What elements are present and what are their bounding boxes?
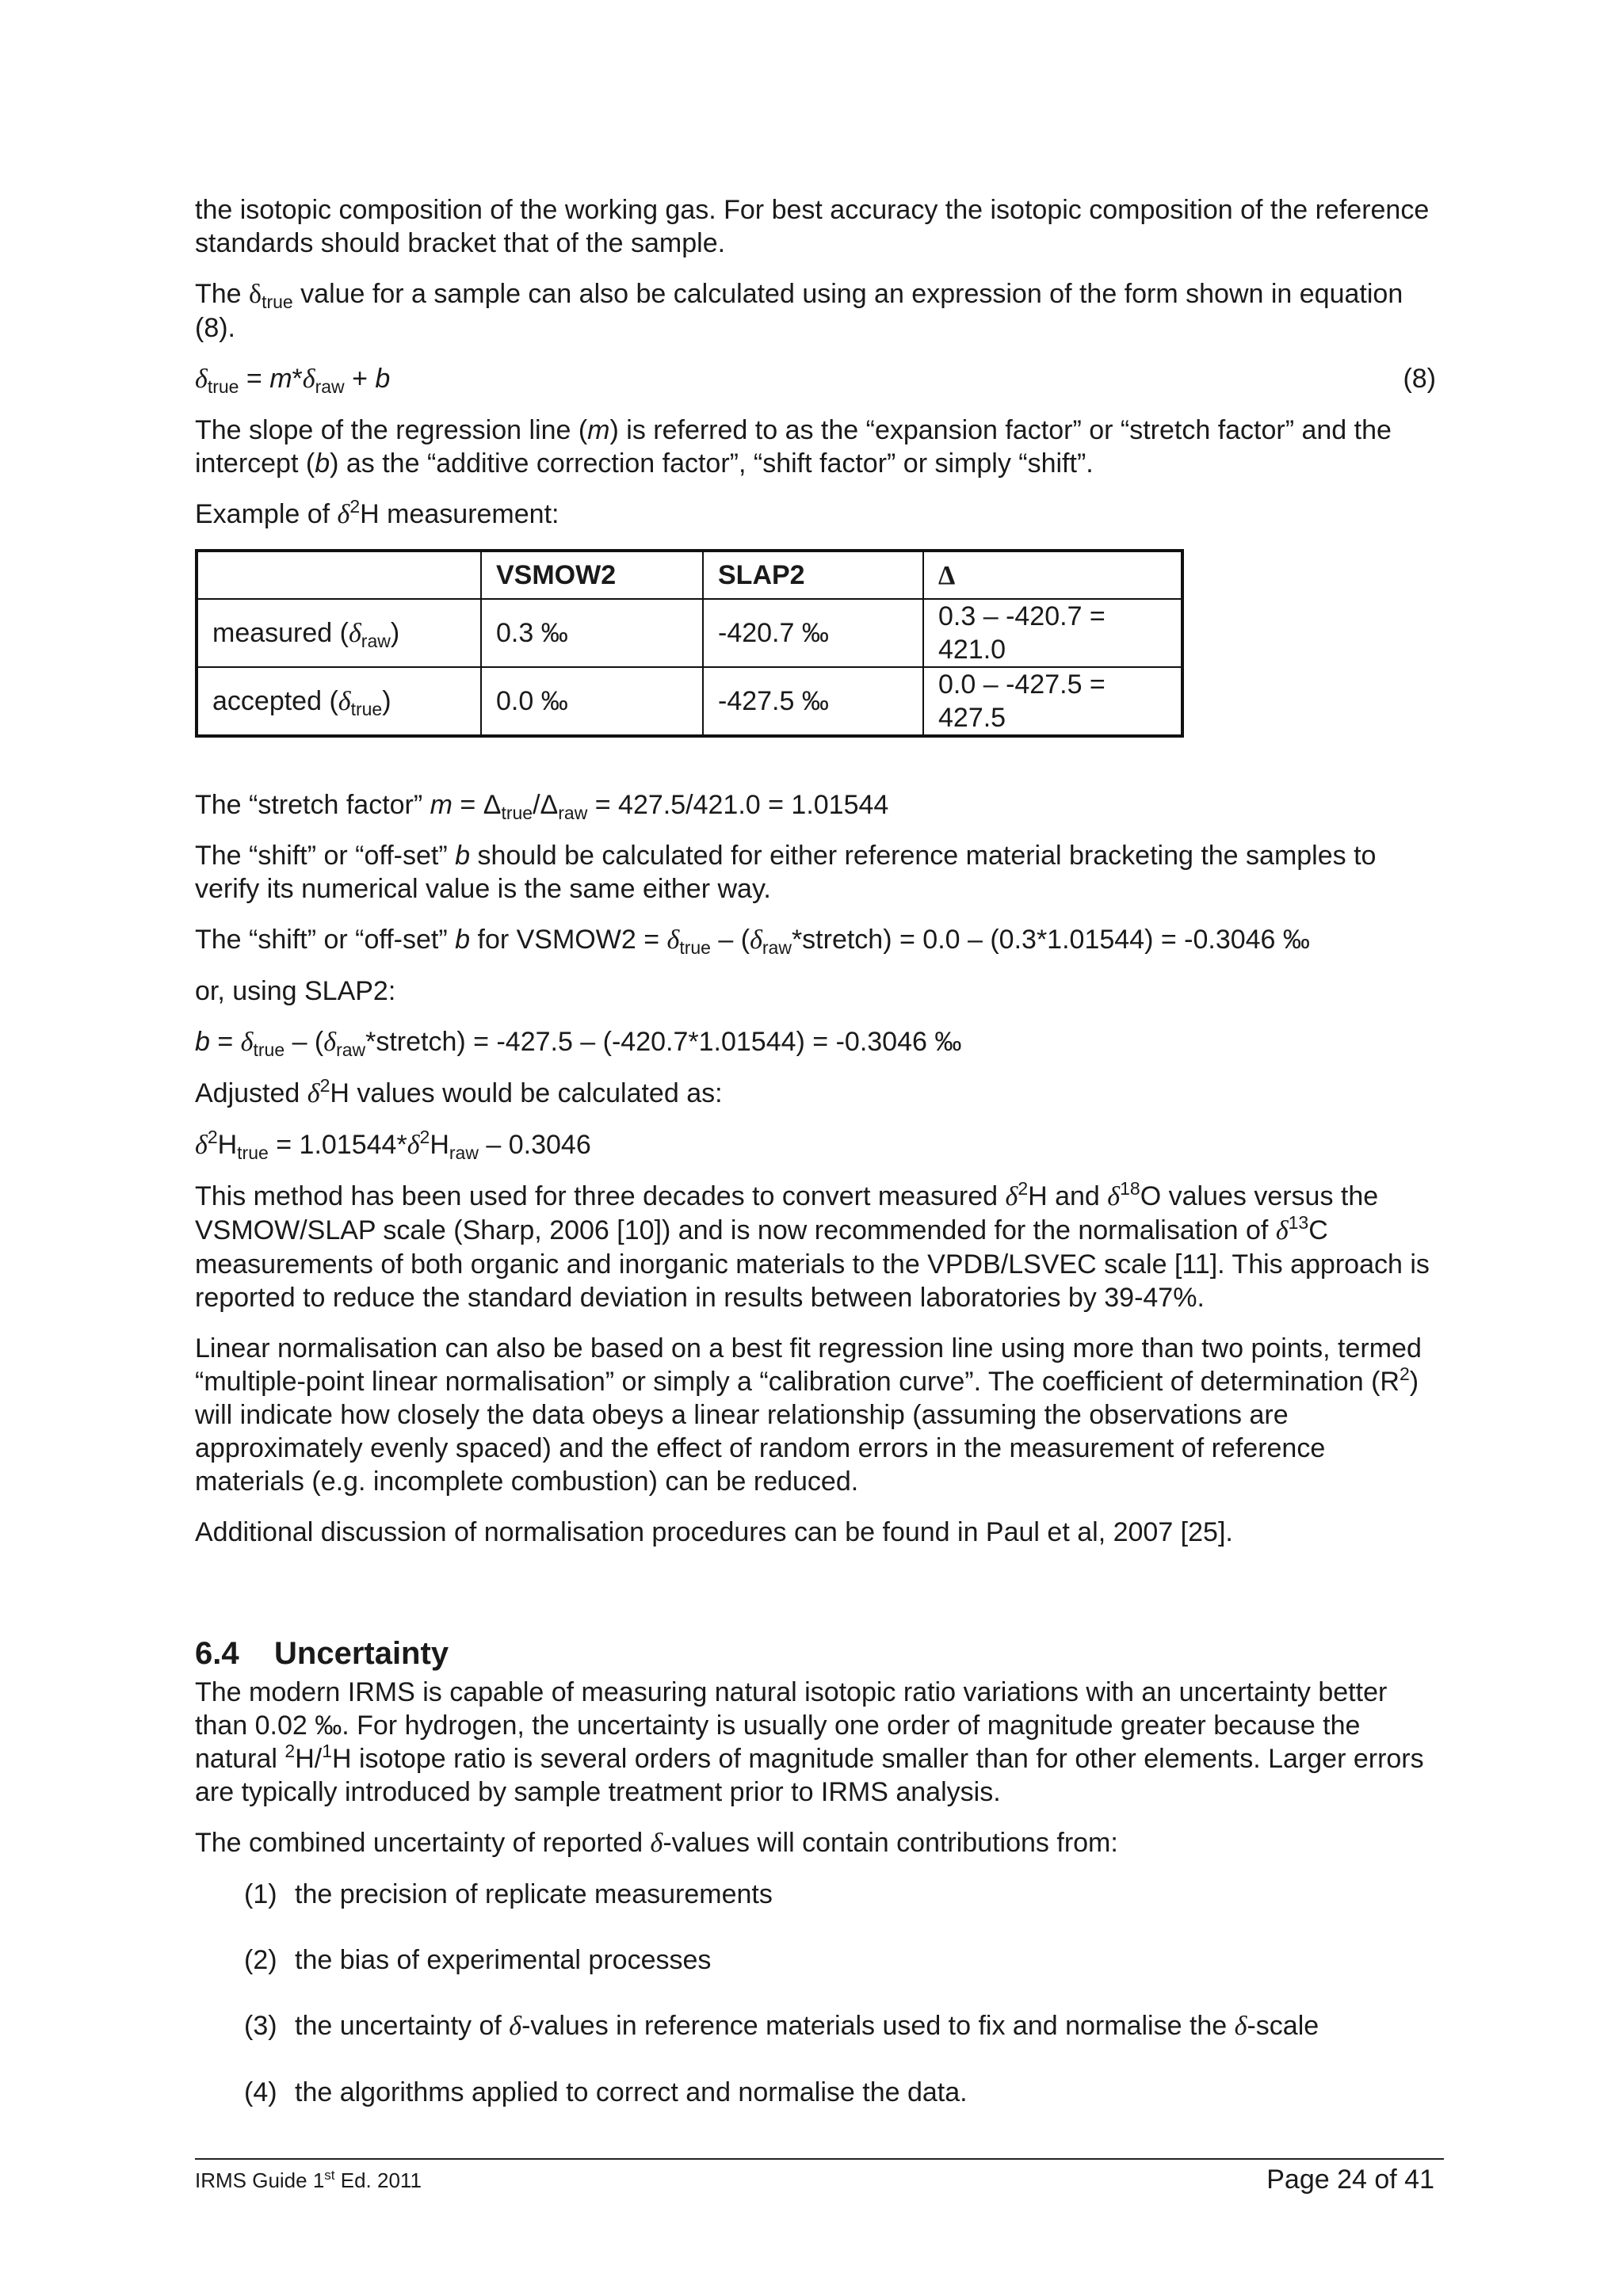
text: -values will contain contributions from:: [663, 1828, 1118, 1858]
delta-symbol: δ: [307, 1079, 320, 1108]
list-number: (3): [244, 2011, 277, 2041]
text: measured (: [212, 617, 349, 648]
text: = 427.5/421.0 = 1.01544: [587, 790, 889, 820]
text: O values versus the VSMOW/SLAP scale (Sharp, 2006 [10]) and is now recommended for the normalisation of: [195, 1181, 1379, 1245]
delta-symbol: δ: [337, 500, 350, 529]
uncertainty-paragraph: [195, 1676, 1436, 1809]
table-row-label: [197, 599, 481, 667]
text: C measurements of both organic and inorganic materials to the VPDB/LSVEC scale [11]. This approach is reported to reduce the standard deviation in results between laboratories by 39-47%.: [195, 1215, 1430, 1313]
list-item: [244, 2009, 1436, 2043]
text: Linear normalisation can also be based on a best fit regression line using more than two points, termed “multiple-point linear normalisation” or simply a “calibration curve”. The coefficient of determination (R: [195, 1333, 1422, 1397]
list-item: [244, 2076, 1436, 2109]
superscript: 13: [1288, 1212, 1309, 1233]
contributions-list: [195, 1878, 1436, 2109]
delta-symbol: δ: [1107, 1182, 1121, 1211]
superscript: 2: [1399, 1363, 1410, 1384]
subscript: raw: [449, 1142, 479, 1163]
text: -values in reference materials used to fix and normalise the: [521, 2011, 1235, 2041]
text: H values would be calculated as:: [330, 1078, 723, 1108]
text: H measurement:: [360, 499, 559, 529]
adjusted-equation: [195, 1128, 1436, 1162]
eq-end: + b: [344, 364, 391, 394]
text: ): [390, 617, 400, 648]
text: *stretch) = 0.0 – (0.3*1.01544) = -0.3046 ‰: [791, 925, 1310, 955]
list-item: [244, 1878, 1436, 1911]
table-row: [197, 599, 1182, 667]
text: -scale: [1247, 2011, 1319, 2041]
delta-symbol: δ: [302, 364, 315, 394]
section-title: Uncertainty: [274, 1636, 449, 1671]
section-number: 6.4: [195, 1636, 239, 1671]
text: – 0.3046: [478, 1130, 591, 1160]
or-slap-line: or, using SLAP2:: [195, 976, 396, 1006]
equation-body: [195, 362, 390, 396]
var-b: b: [455, 841, 471, 871]
paragraph-working-gas: the isotopic composition of the working gas. For best accuracy the isotopic composition of the reference standards should bracket that of the sample.: [195, 195, 1430, 258]
text: – (: [285, 1027, 324, 1057]
var-b: b: [195, 1027, 210, 1057]
text: ): [382, 685, 391, 716]
delta-symbol: δ: [338, 686, 351, 716]
delta-symbol: δ: [509, 2012, 522, 2041]
text: IRMS Guide 1: [195, 2168, 325, 2192]
superscript: 2: [1018, 1178, 1029, 1199]
delta-symbol: δ: [1234, 2012, 1247, 2041]
text: Adjusted: [195, 1078, 307, 1108]
superscript: 2: [285, 1741, 296, 1761]
text: The “stretch factor”: [195, 790, 430, 820]
subscript: raw: [361, 630, 391, 651]
text: This method has been used for three decades to convert measured: [195, 1181, 1006, 1211]
table-header-row: [197, 551, 1182, 599]
text: Example of: [195, 499, 338, 529]
var-m: m: [587, 415, 610, 445]
example-heading: [195, 498, 1436, 532]
text: H: [430, 1130, 449, 1160]
list-text: [295, 2009, 1319, 2043]
text: ) as the “additive correction factor”, “shift factor” or simply “shift”.: [330, 448, 1094, 479]
equation-8: [195, 362, 1436, 396]
text: for VSMOW2 =: [470, 925, 667, 955]
eq-mid: = m*: [239, 364, 303, 394]
superscript: 2: [419, 1127, 430, 1147]
subscript: true: [679, 937, 711, 958]
table-cell: 0.3 – -420.7 = 421.0: [923, 599, 1182, 667]
list-text: the algorithms applied to correct and normalise the data.: [295, 2077, 968, 2107]
footer-document-title: [195, 2167, 422, 2194]
var-m: m: [430, 790, 453, 820]
delta-symbol: δ: [1005, 1182, 1018, 1211]
text: The “shift” or “off-set”: [195, 841, 456, 871]
delta-symbol: δ: [195, 364, 208, 394]
text: ) is referred to as the “expansion factor” or “stretch factor” and the intercept (: [195, 415, 1392, 479]
shift-vsmow-line: [195, 923, 1436, 957]
shift-slap-line: [195, 1025, 1436, 1059]
paragraph-regression-slope: [195, 414, 1436, 480]
footer-rule: [195, 2158, 1444, 2160]
delta-symbol: δ: [240, 1028, 254, 1057]
document-page: [195, 193, 1436, 2142]
section-heading: [195, 1634, 1436, 1672]
subscript: true: [207, 376, 239, 397]
text: the uncertainty of: [295, 2011, 510, 2041]
list-number: (1): [244, 1879, 277, 1909]
delta-header: Δ: [938, 560, 956, 590]
equation-number: (8): [1403, 364, 1436, 394]
table-cell: -420.7 ‰: [703, 599, 923, 667]
list-number: (4): [244, 2077, 277, 2107]
table-row: [197, 667, 1182, 736]
text: *stretch) = -427.5 – (-420.7*1.01544) = -0.3046 ‰: [365, 1027, 962, 1057]
text: The combined uncertainty of reported: [195, 1828, 651, 1858]
superscript: 1: [322, 1741, 332, 1761]
table-header-cell: SLAP2: [703, 551, 923, 599]
subscript: true: [262, 292, 293, 312]
subscript: raw: [558, 803, 588, 823]
subscript: true: [237, 1142, 269, 1163]
text: value for a sample can also be calculated using an expression of the form shown in equation (8).: [195, 279, 1403, 343]
subscript: true: [253, 1039, 285, 1060]
example-table: [195, 549, 1184, 738]
text: The modern IRMS is capable of measuring natural isotopic ratio variations with an uncertainty better than 0.02 ‰. For hydrogen, the uncertainty is usually one order of magnitude greater because the natural: [195, 1677, 1388, 1774]
superscript: 18: [1120, 1178, 1140, 1199]
delta-symbol: δ: [650, 1829, 663, 1858]
text: should be calculated for either reference material bracketing the samples to verify its numerical value is the same either way.: [195, 841, 1377, 904]
delta-symbol: δ: [323, 1028, 337, 1057]
delta-symbol: δ: [195, 1131, 208, 1160]
page-number: Page 24 of 41: [1266, 2164, 1434, 2195]
text: H/: [295, 1744, 323, 1774]
delta-symbol: δ: [348, 618, 361, 648]
superscript: st: [324, 2168, 335, 2183]
superscript: 2: [207, 1127, 218, 1147]
list-number: (2): [244, 1945, 277, 1975]
subscript: true: [350, 698, 383, 719]
text: The: [195, 279, 250, 309]
superscript: 2: [349, 496, 361, 517]
list-item: [244, 1943, 1436, 1977]
table-row-label: [197, 667, 481, 736]
delta-symbol: δ: [750, 925, 762, 955]
delta-symbol: δ: [407, 1131, 420, 1160]
paragraph-delta-true: [195, 277, 1436, 345]
text: = Δ: [452, 790, 502, 820]
combined-uncertainty-paragraph: [195, 1826, 1436, 1860]
subscript: raw: [336, 1039, 366, 1060]
shift-paragraph: [195, 839, 1436, 906]
text: – (: [710, 925, 750, 955]
delta-symbol: δ: [249, 280, 262, 309]
method-paragraph: [195, 1180, 1436, 1314]
delta-symbol: δ: [1275, 1216, 1289, 1245]
subscript: true: [501, 803, 533, 823]
table-header-cell: VSMOW2: [481, 551, 703, 599]
table-cell: 0.0 ‰: [481, 667, 703, 736]
table-cell: 0.3 ‰: [481, 599, 703, 667]
adjusted-heading: [195, 1077, 1436, 1111]
delta-symbol: δ: [666, 925, 680, 955]
subscript: raw: [762, 937, 792, 958]
table-cell: 0.0 – -427.5 = 427.5: [923, 667, 1182, 736]
table-header-cell: [923, 551, 1182, 599]
table-cell: -427.5 ‰: [703, 667, 923, 736]
text: /Δ: [533, 790, 559, 820]
var-b: b: [455, 925, 471, 955]
text: The slope of the regression line (: [195, 415, 588, 445]
text: H: [217, 1130, 238, 1160]
list-text: the bias of experimental processes: [295, 1945, 712, 1975]
text: accepted (: [212, 685, 338, 716]
text: =: [209, 1027, 241, 1057]
text: H and: [1028, 1181, 1108, 1211]
list-text: the precision of replicate measurements: [295, 1879, 773, 1909]
text: The “shift” or “off-set”: [195, 925, 456, 955]
text: = 1.01544*: [268, 1130, 407, 1160]
text: Ed. 2011: [334, 2168, 422, 2192]
additional-discussion-paragraph: Additional discussion of normalisation procedures can be found in Paul et al, 2007 [25].: [195, 1517, 1233, 1547]
var-b: b: [315, 448, 330, 479]
text: ) will indicate how closely the data obeys a linear relationship (assuming the observations are approximately evenly spaced) and the effect of random errors in the measurement of reference materials (e.g. incomplete combustion) can be reduced.: [195, 1367, 1419, 1497]
text: H isotope ratio is several orders of magnitude smaller than for other elements. Larger errors are typically introduced by sample treatment prior to IRMS analysis.: [195, 1744, 1424, 1807]
linear-normalisation-paragraph: [195, 1332, 1436, 1498]
superscript: 2: [319, 1075, 330, 1096]
stretch-factor-line: [195, 788, 1436, 822]
subscript: raw: [315, 376, 345, 397]
table-header-cell: [197, 551, 481, 599]
